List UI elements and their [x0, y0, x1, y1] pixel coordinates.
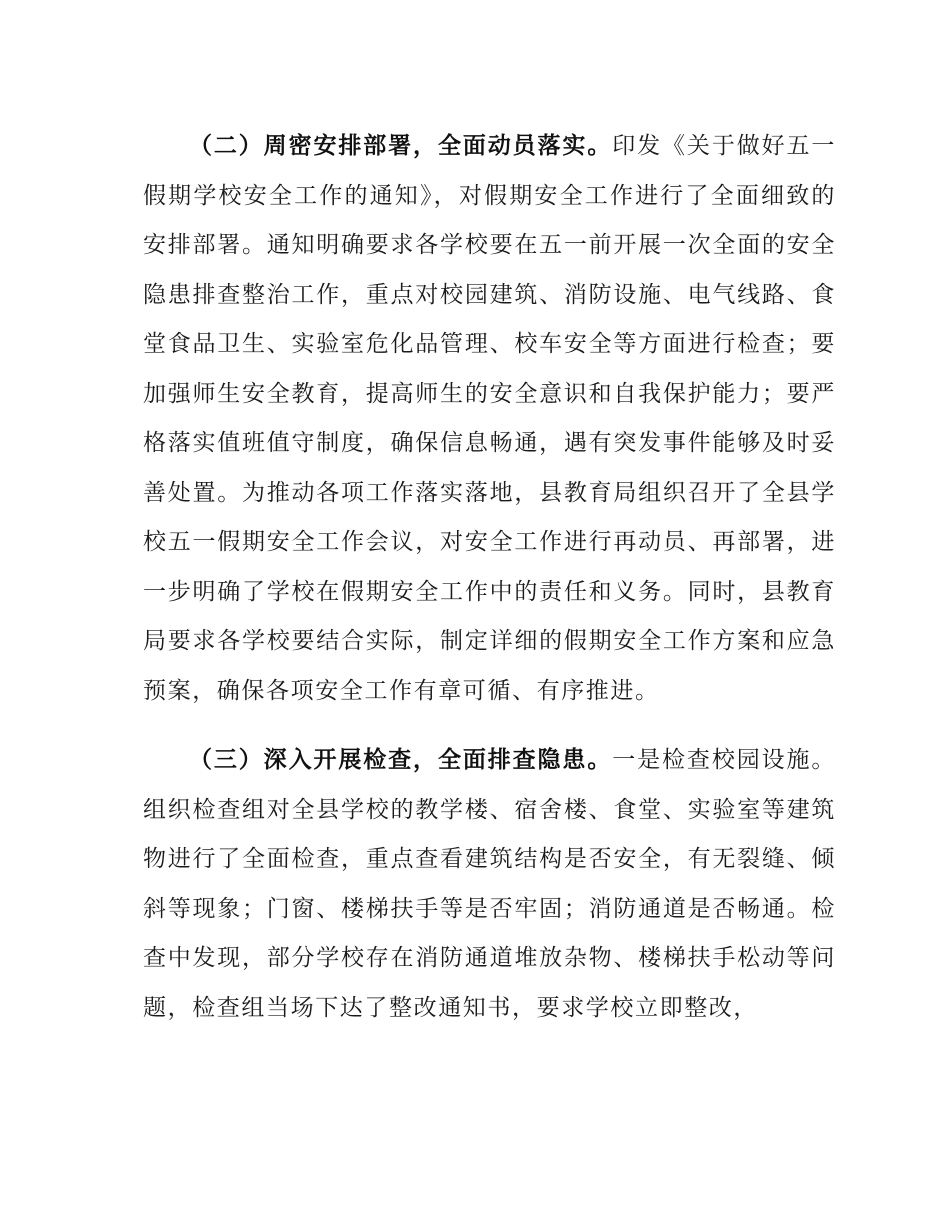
paragraph-inspection: [143, 736, 836, 1033]
paragraph-text: 一是检查校园设施。组织检查组对全县学校的教学楼、宿舍楼、食堂、实验室等建筑物进行了全面检查，重点查看建筑结构是否安全，有无裂缝、倾斜等现象；门窗、楼梯扶手等是否牢固；消防通道是否畅通。检查中发现，部分学校存在消防通道堆放杂物、楼梯扶手松动等问题，检查组当场下达了整改通知书，要求学校立即整改，: [143, 747, 836, 1021]
paragraph-text: 印发《关于做好五一假期学校安全工作的通知》，对假期安全工作进行了全面细致的安排部署。通知明确要求各学校要在五一前开展一次全面的安全隐患排查整治工作，重点对校园建筑、消防设施、电气线路、食堂食品卫生、实验室危化品管理、校车安全等方面进行检查；要加强师生安全教育，提高师生的安全意识和自我保护能力；要严格落实值班值守制度，确保信息畅通，遇有突发事件能够及时妥善处置。为推动各项工作落实落地，县教育局组织召开了全县学校五一假期安全工作会议，对安全工作进行再动员、再部署，进一步明确了学校在假期安全工作中的责任和义务。同时，县教育局要求各学校要结合实际，制定详细的假期安全工作方案和应急预案，确保各项安全工作有章可循、有序推进。: [143, 133, 836, 704]
paragraph-deployment: [143, 122, 836, 716]
paragraph-heading: （二）周密安排部署，全面动员落实。: [189, 133, 613, 159]
document-body: [143, 122, 836, 1033]
paragraph-heading: （三）深入开展检查，全面排查隐患。: [189, 747, 613, 773]
